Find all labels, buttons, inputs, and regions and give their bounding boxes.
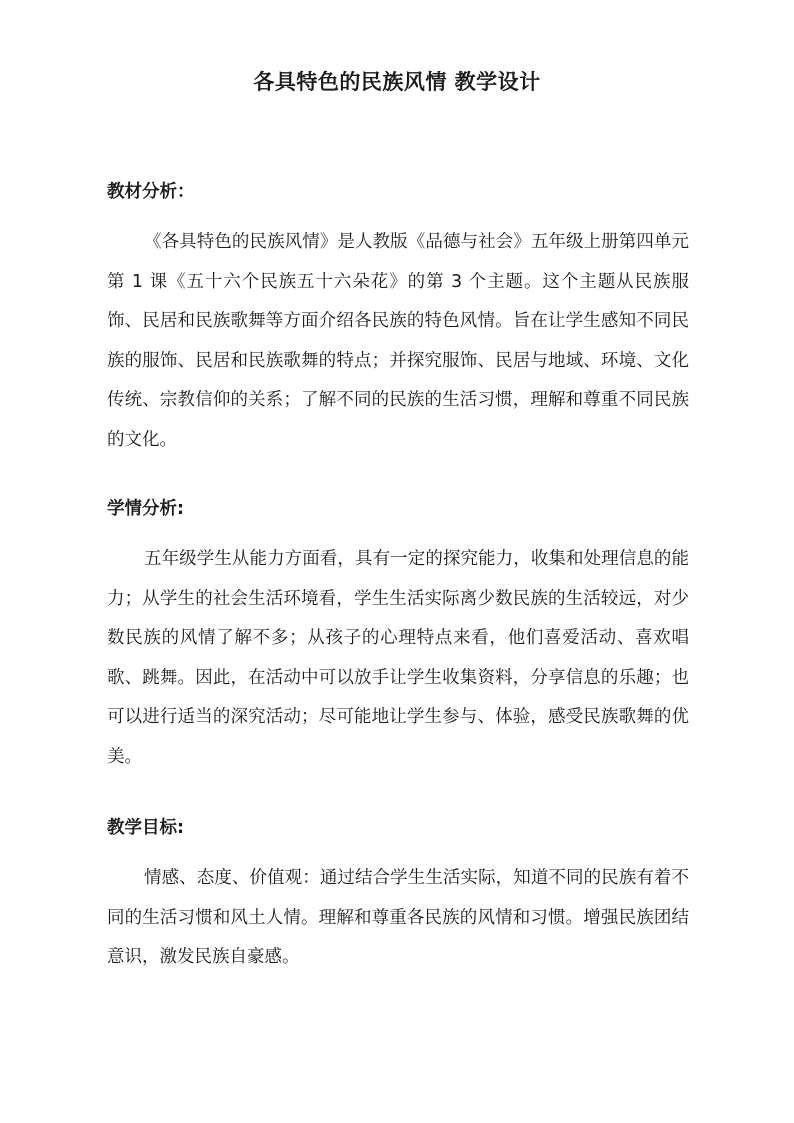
document-title: 各具特色的民族风情 教学设计 <box>253 70 541 94</box>
section-body-student-analysis: 五年级学生从能力方面看，具有一定的探究能力，收集和处理信息的能力；从学生的社会生活环境看，学生生活实际离少数民族的生活较远，对少数民族的风情了解不多；从孩子的心理特点来看，他们喜爱活动、喜欢唱歌、跳舞。因此，在活动中可以放手让学生收集资料，分享信息的乐趣；也可以进行适当的深究活动；尽可能地让学生参与、体验，感受民族歌舞的优美。 <box>107 549 689 767</box>
section-heading-student-analysis: 学情分析: <box>107 499 184 519</box>
section-body-material-analysis: 《各具特色的民族风情》是人教版《品德与社会》五年级上册第四单元第 1 课《五十六个民族五十六朵花》的第 3 个主题。这个主题从民族服饰、民居和民族歌舞等方面介绍各民族的特色风情。旨在让学生感知不同民族的服饰、民居和民族歌舞的特点；并探究服饰、民居与地域、环境、文化传统、宗教信仰的关系；了解不同的民族的生活习惯，理解和尊重不同民族的文化。 <box>107 232 689 450</box>
section-heading-material-analysis: 教材分析： <box>107 182 195 202</box>
section-heading-teaching-goals: 教学目标: <box>107 818 184 838</box>
section-body-teaching-goals: 情感、态度、价值观：通过结合学生生活实际，知道不同的民族有着不同的生活习惯和风土人情。理解和尊重各民族的风情和习惯。增强民族团结意识，激发民族自豪感。 <box>107 868 689 967</box>
